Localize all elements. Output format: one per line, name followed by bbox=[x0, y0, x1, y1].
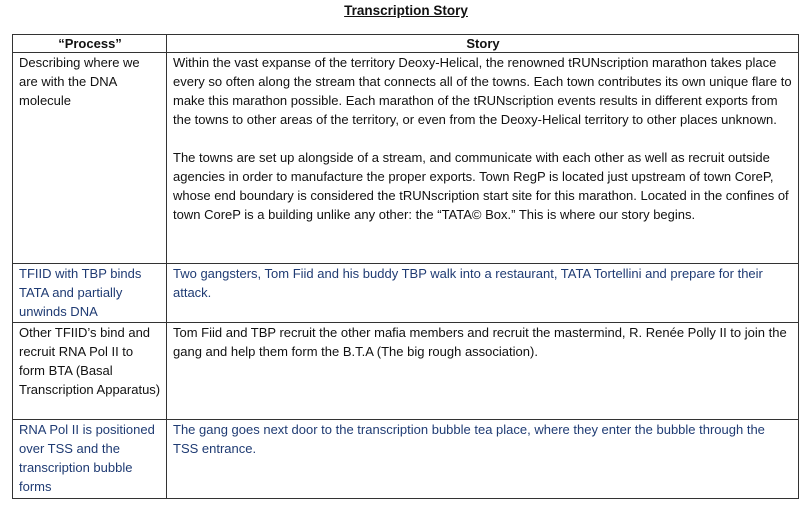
process-column-header: “Process” bbox=[13, 35, 167, 53]
table-row bbox=[13, 420, 799, 499]
story-cell bbox=[167, 323, 799, 420]
document-title: Transcription Story bbox=[344, 3, 468, 18]
table-row bbox=[13, 323, 799, 420]
table-header-row bbox=[13, 35, 799, 53]
process-cell: Describing where we are with the DNA molecule bbox=[13, 53, 167, 264]
story-paragraph: Tom Fiid and TBP recruit the other mafia members and recruit the mastermind, R. Renée Polly II to join the gang and help them form the B.T.A (The big rough association). bbox=[173, 325, 787, 359]
story-paragraph: Within the vast expanse of the territory Deoxy-Helical, the renowned tRUNscription marathon takes place every so often along the stream that connects all of the towns. Each town contributes its own unique flare to make this marathon possible. Each marathon of the tRUNscription events results in different exports from the towns to other areas of the territory, or even from the Deoxy-Helical territory to other places unknown. bbox=[173, 55, 792, 127]
story-column-header: Story bbox=[167, 35, 799, 53]
process-cell: TFIID with TBP binds TATA and partially unwinds DNA bbox=[13, 264, 167, 323]
table-row bbox=[13, 53, 799, 264]
story-paragraph: The gang goes next door to the transcription bubble tea place, where they enter the bubble through the TSS entrance. bbox=[173, 422, 765, 456]
story-cell bbox=[167, 420, 799, 499]
table-row bbox=[13, 264, 799, 323]
story-cell bbox=[167, 264, 799, 323]
story-paragraph: The towns are set up alongside of a stream, and communicate with each other as well as recruit outside agencies in order to manufacture the proper exports. Town RegP is located just upstream of town CoreP, whose end boundary is considered the tRUNscription start site for this marathon. Located in the confines of town CoreP is a building unlike any other: the “TATA© Box.” This is where our story begins. bbox=[173, 150, 789, 222]
transcription-story-table bbox=[12, 34, 799, 499]
story-cell bbox=[167, 53, 799, 264]
story-paragraph: Two gangsters, Tom Fiid and his buddy TBP walk into a restaurant, TATA Tortellini and prepare for their attack. bbox=[173, 266, 763, 300]
process-cell: RNA Pol II is positioned over TSS and the transcription bubble forms bbox=[13, 420, 167, 499]
process-cell: Other TFIID’s bind and recruit RNA Pol II to form BTA (Basal Transcription Apparatus) bbox=[13, 323, 167, 420]
